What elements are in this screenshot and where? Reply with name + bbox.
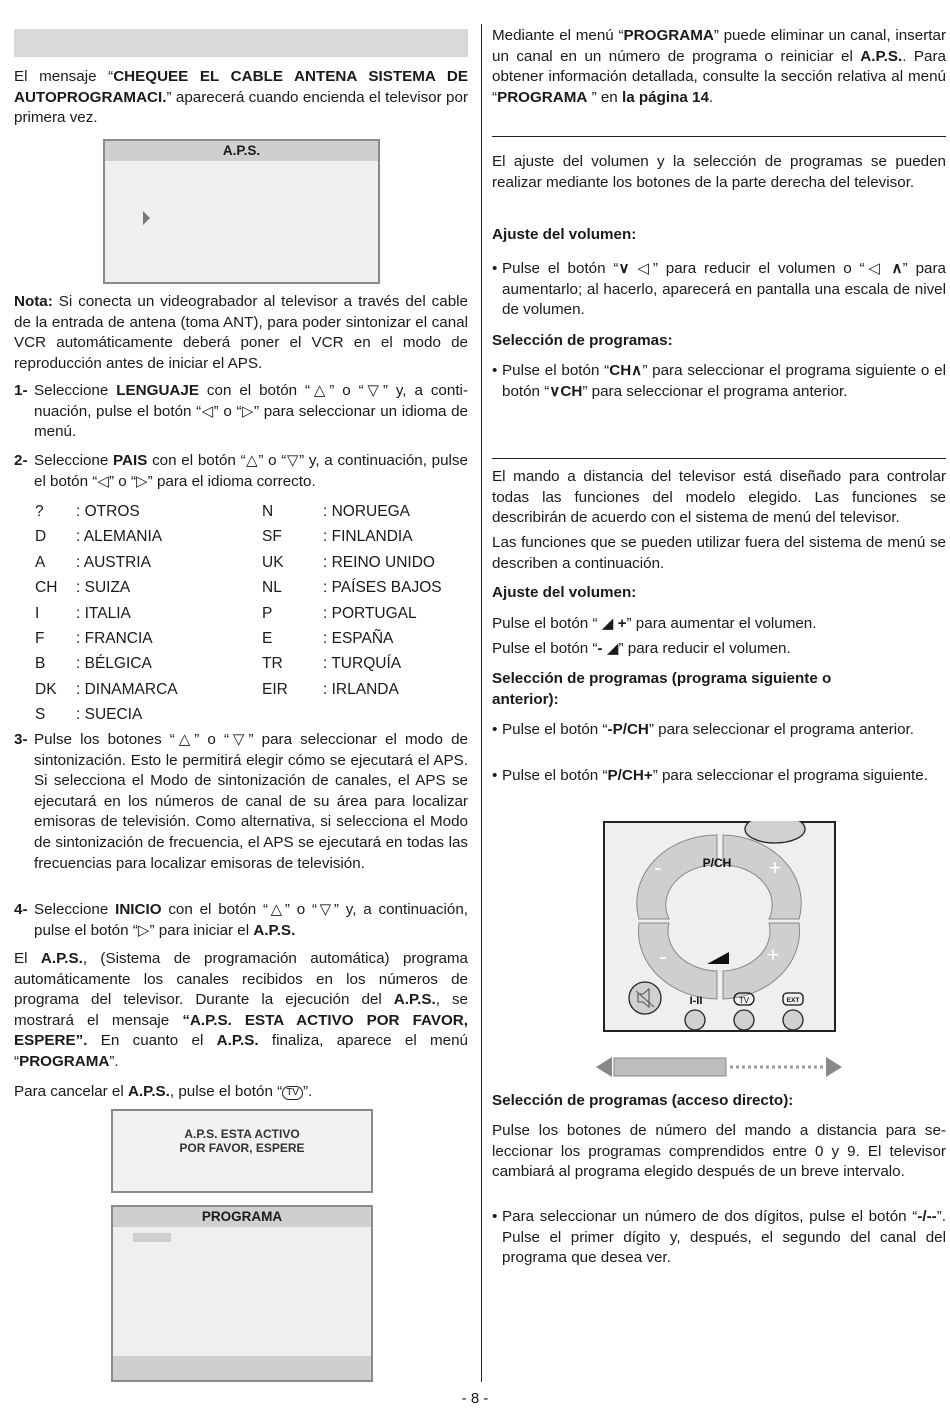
pch-minus-label: - — [654, 855, 662, 880]
country-row — [35, 626, 475, 651]
pch-plus-label: + — [768, 855, 782, 880]
country-code: I — [35, 604, 40, 622]
country-row — [35, 601, 475, 626]
country-code: DK — [35, 680, 57, 698]
country-code: UK — [262, 553, 284, 571]
section-rule-2 — [492, 458, 946, 459]
country-name: : SUIZA — [76, 579, 131, 597]
country-code: B — [35, 655, 46, 673]
country-code: N — [262, 503, 274, 520]
bullet-dot: • — [492, 362, 498, 379]
direct-access-bullet-text: Para seleccionar un número de dos dígitos, pulse el botón “-/--”. Pulse el primer dígito y, después, el segundo del canal del programa que desea ver. — [502, 1208, 946, 1267]
step-2-text: Seleccione PAIS con el botón “△” o “▽” y, a continuación, pulse el botón “◁” o “▷” para el idioma correcto. — [34, 452, 468, 490]
aps-screen — [103, 139, 380, 284]
step-1 — [14, 381, 468, 443]
i-ii-label: I-II — [689, 995, 703, 1007]
country-code: A — [35, 553, 46, 571]
tv-button — [734, 1010, 754, 1030]
country-row — [35, 677, 475, 702]
volume-bullet-1-text: Pulse el botón “∨ ◁” para reducir el volumen o “◁ ∧” para aumentarlo; al hacerlo, aparecerá en pantalla una escala de nivel de volumen. — [502, 260, 946, 319]
volume-line-2: Pulse el botón “- ◢” para reducir el volumen. — [492, 640, 791, 657]
cancel-line — [14, 1082, 468, 1103]
program-bullet-3 — [492, 766, 946, 787]
country-name: : SUECIA — [76, 706, 143, 724]
country-name — [323, 702, 473, 727]
vol-plus-label: + — [766, 942, 780, 967]
country-table — [35, 499, 475, 728]
i-ii-button — [685, 1010, 705, 1030]
programa-screen — [111, 1205, 373, 1382]
program-bullet-3-text: Pulse el botón “P/CH+” para seleccionar el programa siguiente. — [502, 767, 928, 784]
country-name: : NORUEGA — [323, 503, 410, 520]
program-bullet-2 — [492, 720, 946, 741]
programa-screen-title: PROGRAMA — [113, 1207, 371, 1227]
bullet-dot: • — [492, 1208, 498, 1225]
left-arrow-icon — [596, 1057, 612, 1077]
country-name: : IRLANDA — [323, 680, 399, 698]
program-heading-2: Selección de programas (programa siguiente o anterior): — [492, 670, 832, 708]
country-code: NL — [262, 579, 282, 597]
direct-access-bullet — [492, 1207, 946, 1269]
bullet-dot: • — [492, 721, 498, 738]
country-code: SF — [262, 528, 282, 546]
volume-line-1: Pulse el botón “ ◢ +” para aumentar el volumen. — [492, 615, 817, 632]
country-row — [35, 702, 475, 727]
remote-svg — [603, 821, 836, 1032]
program-bullet-2-text: Pulse el botón “-P/CH” para seleccionar el programa anterior. — [502, 721, 914, 738]
page-number: - 8 - — [461, 1390, 489, 1407]
country-row — [35, 550, 475, 575]
country-name: : TURQUÍA — [323, 655, 402, 673]
cancel-end: ”. — [302, 1083, 313, 1100]
aps-screen-title: A.P.S. — [105, 141, 378, 161]
bullet-dot: • — [492, 767, 498, 784]
aps-paragraph: El A.P.S., (Sistema de programación automática) programa automáticamente los canales recibidos en los números de programa del televisor. Durante la ejecución del A.P.S., se mostrará el mensaje “A.P.S. ESTA ACTIVO POR FAVOR, ESPERE”. En cuanto el A.P.S. finaliza, aparece el menú “PROGRAMA”. — [14, 950, 469, 1070]
step-1-number: 1- — [14, 382, 28, 399]
step-3-number: 3- — [14, 731, 28, 748]
country-name: : DINAMARCA — [76, 680, 178, 698]
country-code: ? — [35, 503, 44, 520]
country-code: P — [262, 604, 273, 622]
programa-footer-bar — [113, 1356, 371, 1380]
column-divider — [481, 24, 482, 1382]
volume-heading-2: Ajuste del volumen: — [492, 584, 637, 601]
country-code: S — [35, 706, 46, 724]
arrow-bar-svg — [596, 1054, 842, 1080]
country-code: D — [35, 528, 47, 546]
step-2-number: 2- — [14, 452, 28, 469]
step-4-text: Seleccione INICIO con el botón “△” o “▽” y, a continuación, pulse el botón “▷” para iniciar el A.P.S. — [34, 901, 468, 939]
aps-arrow-icon — [143, 211, 150, 225]
country-name: : BÉLGICA — [76, 655, 152, 673]
remote-intro-1: El mando a distancia del televisor está diseñado para controlar todas las funciones del modelo elegido. Las funciones se describirán de acuerdo con el sistema de menú del televisor. — [492, 468, 946, 527]
step-2 — [14, 451, 468, 492]
programa-paragraph: Mediante el menú “PROGRAMA” puede eliminar un canal, insertar un canal en un número de programa o reiniciar el A.P.S.. Para obtener información detallada, consulte la sección relativa al menú “PROGRAMA ” en la página 14. — [492, 27, 946, 106]
volume-heading-1: Ajuste del volumen: — [492, 226, 637, 243]
volume-intro: El ajuste del volumen y la selección de programas se pueden realizar mediante los botones de la parte derecha del televisor. — [492, 153, 946, 191]
country-code: CH — [35, 579, 58, 597]
ext-button — [783, 1010, 803, 1030]
tv-key-icon: TV — [282, 1086, 303, 1100]
step-4-number: 4- — [14, 901, 28, 918]
country-code: F — [35, 629, 45, 647]
aps-active-line-2: POR FAVOR, ESPERE — [179, 1141, 305, 1155]
volume-bullet-1 — [492, 259, 946, 321]
country-name: : OTROS — [76, 503, 140, 520]
direct-access-paragraph: Pulse los botones de número del mando a distancia para seleccionar los programas comprendidos entre 0 y 9. El televisor cambiará al programa elegido después de un breve intervalo. — [492, 1122, 946, 1181]
top-button — [745, 821, 805, 843]
program-bullet-1-text: Pulse el botón “CH∧” para seleccionar el programa siguiente o el botón “∨CH” para seleccionar el programa anterior. — [502, 362, 946, 400]
right-arrow-icon — [826, 1057, 842, 1077]
nota-paragraph: Nota: Si conecta un videograbador al televisor a través del cable de la entrada de antena (toma ANT), para poder sintonizar el canal VCR automáticamente deberá poner el VCR en el modo de reproducción antes de iniciar el APS. — [14, 293, 468, 372]
intro-paragraph: El mensaje “CHEQUEE EL CABLE ANTENA SISTEMA DE AUTOPROGRAMACI.” aparecerá cuando encienda el televisor por primera vez. — [14, 68, 468, 127]
bullet-dot: • — [492, 260, 498, 277]
country-name: : FINLANDIA — [323, 528, 413, 546]
step-1-text: Seleccione LENGUAJE con el botón “△” o “▽” y, a continuación, pulse el botón “◁” o “▷” para seleccionar un idioma de menú. — [34, 382, 468, 441]
ext-label: EXT — [786, 997, 800, 1004]
step-3 — [14, 730, 468, 874]
section-rule-1 — [492, 136, 946, 137]
aps-active-line-1: A.P.S. ESTA ACTIVO — [184, 1127, 300, 1141]
step-4 — [14, 900, 468, 941]
country-row — [35, 499, 475, 524]
country-row — [35, 575, 475, 600]
direct-access-heading: Selección de programas (acceso directo): — [492, 1092, 794, 1109]
cancel-text: Para cancelar el A.P.S., pulse el botón “ — [14, 1083, 283, 1100]
selection-arrow-bar — [596, 1054, 842, 1080]
country-name: : ALEMANIA — [76, 528, 163, 546]
aps-active-screen — [111, 1109, 373, 1193]
country-name: : AUSTRIA — [76, 553, 151, 571]
vol-minus-label: - — [659, 944, 667, 969]
step-3-text: Pulse los botones “△” o “▽” para seleccionar el modo de sintonización. Esto le permitirá elegir cómo se ejecutará el APS. Si selecciona el Modo de sintonización de canales, el APS se ejecutará en los números de canal de su área para localizar emisoras de televisión. Como alternativa, si selecciona el Modo de sintonización de frecuencia, el APS se ejecutará en todas las frecuencias para localizar emisoras de televisión. — [34, 731, 468, 872]
country-name: : ITALIA — [76, 604, 131, 622]
country-name: : PAÍSES BAJOS — [323, 579, 442, 597]
pch-label: P/CH — [702, 856, 732, 870]
program-heading-1: Selección de programas: — [492, 332, 673, 349]
program-bullet-1 — [492, 361, 946, 402]
country-row — [35, 651, 475, 676]
country-name: : ESPAÑA — [323, 629, 394, 647]
country-name: : FRANCIA — [76, 629, 153, 647]
country-name: : PORTUGAL — [323, 604, 417, 622]
mute-button — [629, 982, 661, 1014]
country-code: TR — [262, 655, 283, 673]
country-row — [35, 524, 475, 549]
country-code — [262, 702, 323, 727]
section-heading-bar — [14, 29, 468, 57]
country-code: EIR — [262, 680, 288, 698]
remote-intro-2: Las funciones que se pueden utilizar fuera del sistema de menú se describen a continuación. — [492, 534, 946, 572]
country-code: E — [262, 629, 273, 647]
tv-label: TV — [738, 996, 750, 1005]
programa-cursor — [133, 1233, 171, 1242]
remote-illustration — [603, 821, 836, 1032]
country-name: : REINO UNIDO — [323, 553, 435, 571]
